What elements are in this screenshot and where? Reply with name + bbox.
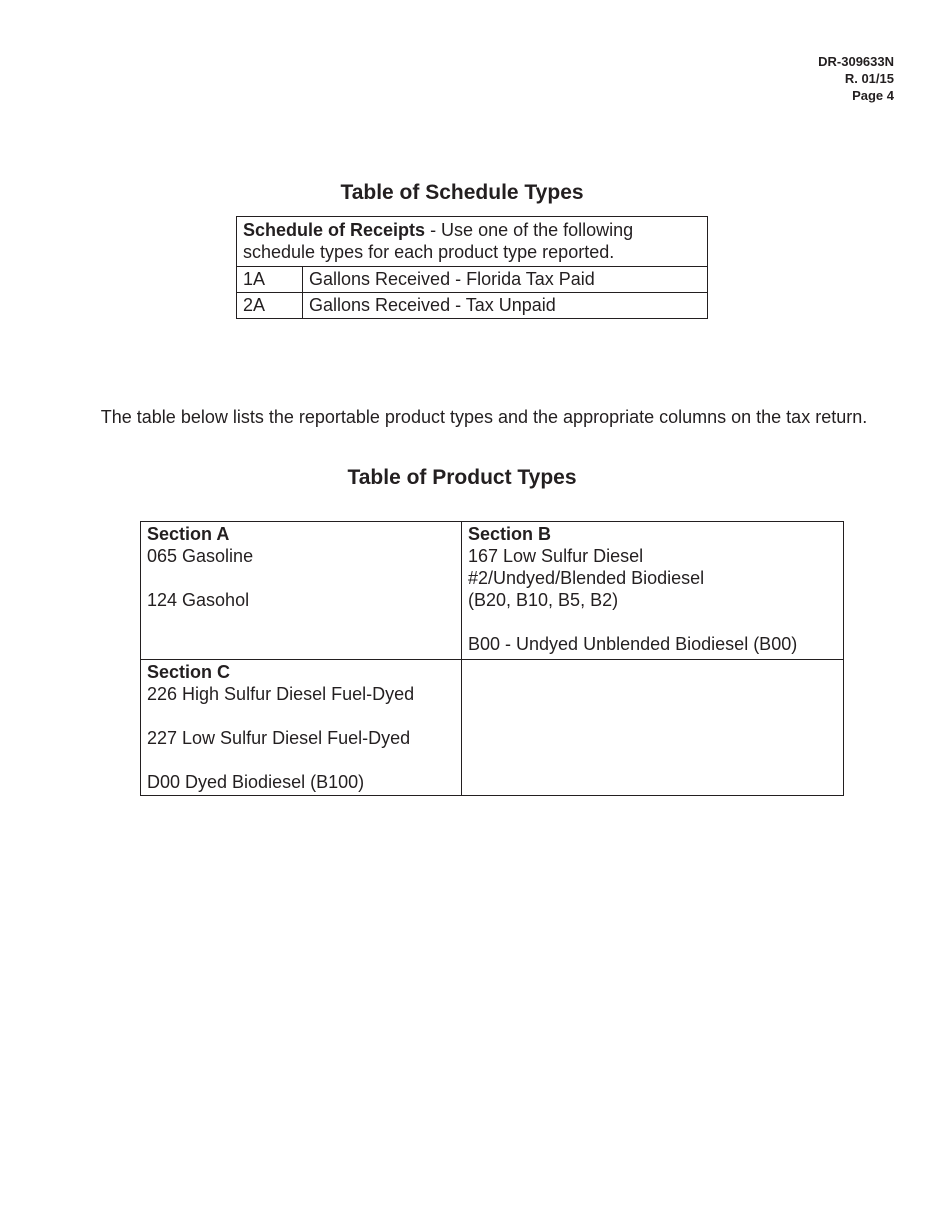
product-item: 226 High Sulfur Diesel Fuel-Dyed	[147, 684, 415, 704]
intro-paragraph: The table below lists the reportable product types and the appropriate columns on the tax return.	[100, 407, 868, 427]
schedule-header-text: - Use one of the following schedule types for each product type reported.	[243, 220, 634, 262]
schedule-description: Gallons Received - Tax Unpaid	[303, 293, 708, 319]
table-row	[237, 217, 708, 267]
empty-cell	[462, 660, 844, 796]
product-types-table	[140, 521, 844, 796]
table-row	[237, 267, 708, 293]
table-row	[237, 293, 708, 319]
product-item: 227 Low Sulfur Diesel Fuel-Dyed	[147, 728, 411, 748]
page-number: Page 4	[852, 88, 894, 103]
product-item: (B20, B10, B5, B2)	[468, 590, 619, 610]
form-number: DR-309633N	[818, 54, 894, 69]
product-item: #2/Undyed/Blended Biodiesel	[468, 568, 705, 588]
section-c-cell	[141, 660, 462, 796]
product-item: 065 Gasoline	[147, 546, 254, 566]
form-identifier	[818, 53, 894, 104]
schedule-types-title: Table of Schedule Types	[340, 181, 584, 204]
section-a-cell	[141, 522, 462, 660]
schedule-types-table	[236, 216, 708, 319]
section-b-heading: Section B	[468, 524, 552, 544]
section-a-heading: Section A	[147, 524, 230, 544]
product-item: 124 Gasohol	[147, 590, 250, 610]
schedule-code: 2A	[237, 293, 303, 319]
schedule-code: 1A	[237, 267, 303, 293]
table-row	[141, 522, 844, 660]
section-c-heading: Section C	[147, 662, 231, 682]
product-item: B00 - Undyed Unblended Biodiesel (B00)	[468, 634, 798, 654]
schedule-description: Gallons Received - Florida Tax Paid	[303, 267, 708, 293]
section-b-cell	[462, 522, 844, 660]
product-types-title: Table of Product Types	[347, 466, 577, 489]
form-revision: R. 01/15	[844, 71, 894, 86]
table-row	[141, 660, 844, 796]
schedule-header-bold: Schedule of Receipts	[243, 220, 426, 240]
product-item: 167 Low Sulfur Diesel	[468, 546, 644, 566]
product-item: D00 Dyed Biodiesel (B100)	[147, 772, 365, 792]
schedule-header-cell	[237, 217, 708, 267]
